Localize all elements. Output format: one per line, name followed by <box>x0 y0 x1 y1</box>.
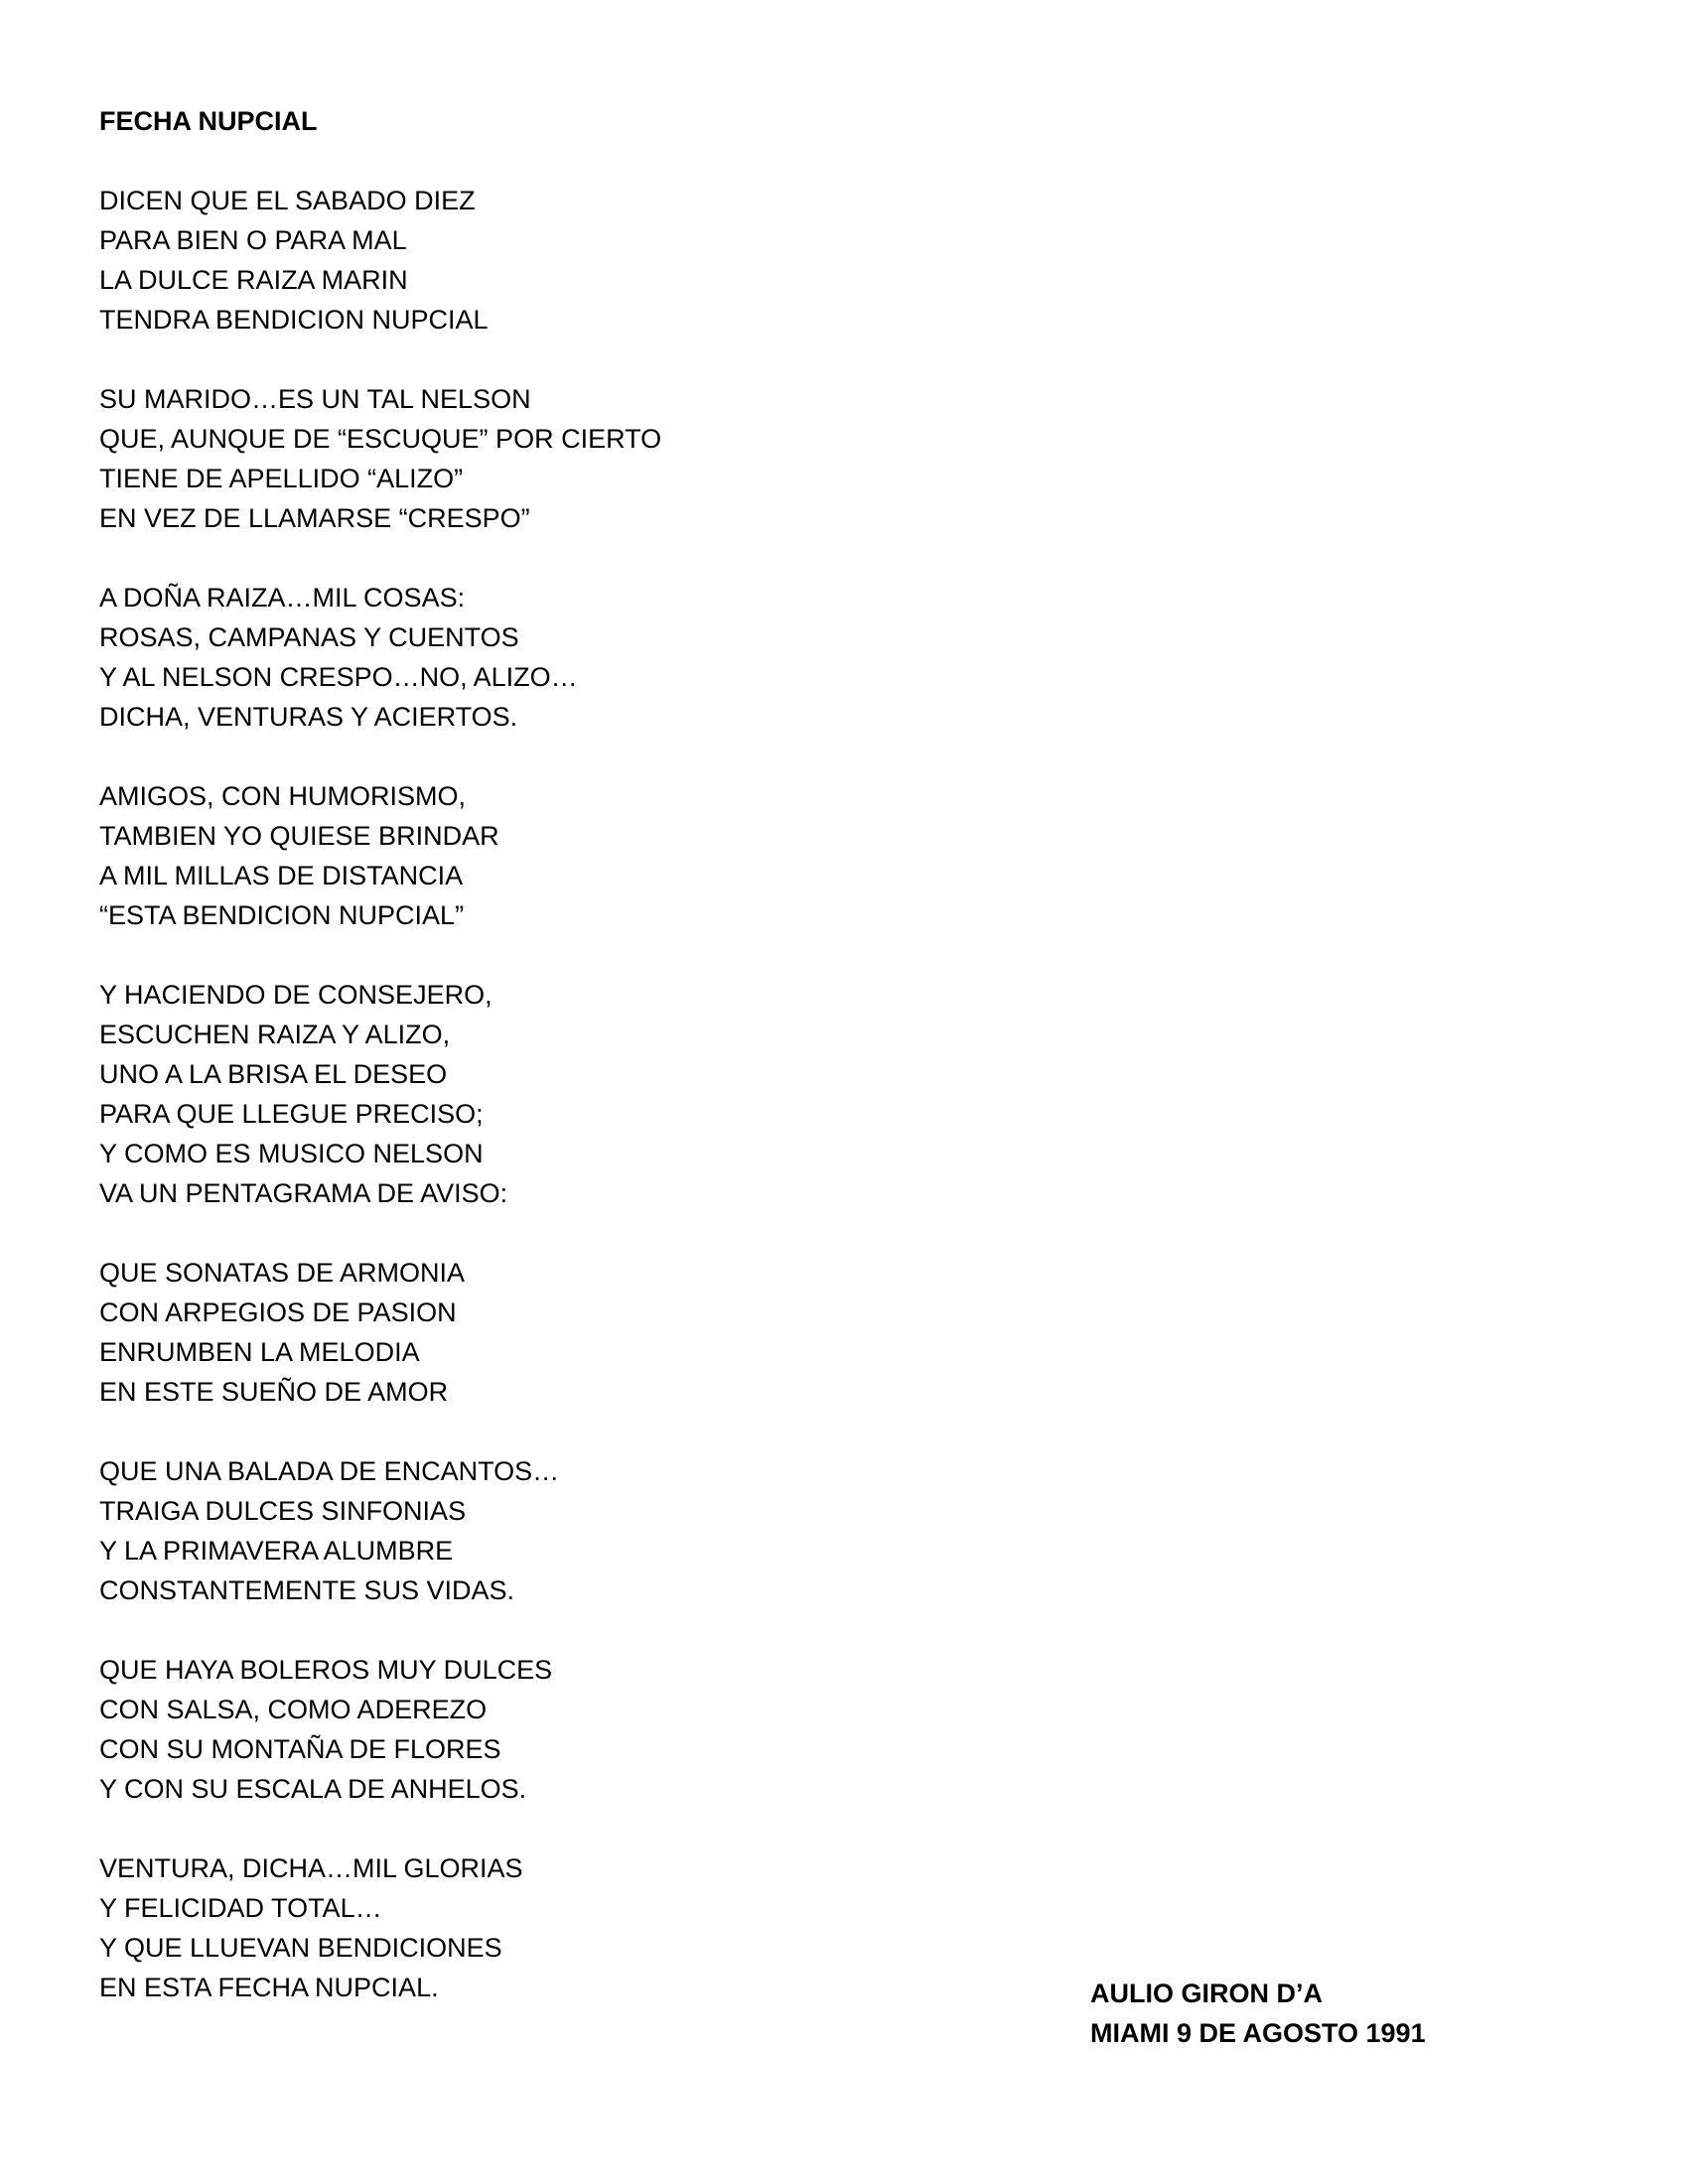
poem-stanza <box>99 776 993 935</box>
poem-line: Y COMO ES MUSICO NELSON <box>99 1139 484 1168</box>
poem-body <box>99 181 993 2047</box>
poem-line: EN ESTE SUEÑO DE AMOR <box>99 1377 449 1407</box>
poem-line: QUE UNA BALADA DE ENCANTOS… <box>99 1456 560 1486</box>
poem-stanza <box>99 1848 993 2007</box>
poem-line: Y LA PRIMAVERA ALUMBRE <box>99 1536 454 1566</box>
poem-line: VA UN PENTAGRAMA DE AVISO: <box>99 1178 508 1208</box>
poem-line: DICHA, VENTURAS Y ACIERTOS. <box>99 702 518 732</box>
poem-line: EN ESTA FECHA NUPCIAL. <box>99 1973 439 2002</box>
poem-stanza <box>99 181 993 340</box>
signature-block <box>1090 1974 1426 2053</box>
poem-line: A MIL MILLAS DE DISTANCIA <box>99 861 464 890</box>
poem-line: Y HACIENDO DE CONSEJERO, <box>99 980 492 1010</box>
poem-line: QUE HAYA BOLEROS MUY DULCES <box>99 1655 553 1685</box>
poem-line: PARA BIEN O PARA MAL <box>99 225 407 255</box>
signature-author: AULIO GIRON D’A <box>1090 1979 1323 2008</box>
poem-stanza <box>99 578 993 737</box>
poem-line: CONSTANTEMENTE SUS VIDAS. <box>99 1575 515 1605</box>
poem-line: CON SALSA, COMO ADEREZO <box>99 1695 488 1724</box>
poem-line: TAMBIEN YO QUIESE BRINDAR <box>99 821 499 851</box>
poem-stanza <box>99 1650 993 1809</box>
signature-place-date: MIAMI 9 DE AGOSTO 1991 <box>1090 2018 1426 2048</box>
poem-line: SU MARIDO…ES UN TAL NELSON <box>99 384 531 414</box>
poem-line: CON ARPEGIOS DE PASION <box>99 1297 457 1327</box>
poem-line: UNO A LA BRISA EL DESEO <box>99 1059 448 1089</box>
poem-stanza <box>99 379 993 538</box>
poem-stanza <box>99 975 993 1213</box>
poem-line: CON SU MONTAÑA DE FLORES <box>99 1734 501 1764</box>
poem-title: FECHA NUPCIAL <box>99 106 318 136</box>
poem-line: LA DULCE RAIZA MARIN <box>99 265 408 295</box>
poem-line: TENDRA BENDICION NUPCIAL <box>99 305 489 335</box>
poem-line: Y AL NELSON CRESPO…NO, ALIZO… <box>99 662 578 692</box>
poem-line: QUE SONATAS DE ARMONIA <box>99 1258 466 1288</box>
poem-stanza <box>99 1253 993 1412</box>
poem-line: TIENE DE APELLIDO “ALIZO” <box>99 464 464 493</box>
poem-line: “ESTA BENDICION NUPCIAL” <box>99 900 465 930</box>
poem-line: ESCUCHEN RAIZA Y ALIZO, <box>99 1020 451 1049</box>
poem-line: QUE, AUNQUE DE “ESCUQUE” POR CIERTO <box>99 424 662 454</box>
poem-line: A DOÑA RAIZA…MIL COSAS: <box>99 583 466 613</box>
poem-line: TRAIGA DULCES SINFONIAS <box>99 1496 467 1526</box>
poem-line: Y QUE LLUEVAN BENDICIONES <box>99 1933 502 1963</box>
poem-line: DICEN QUE EL SABADO DIEZ <box>99 186 476 215</box>
poem-line: Y CON SU ESCALA DE ANHELOS. <box>99 1774 527 1804</box>
poem-line: AMIGOS, CON HUMORISMO, <box>99 781 467 811</box>
poem-line: ENRUMBEN LA MELODIA <box>99 1337 420 1367</box>
poem-line: ROSAS, CAMPANAS Y CUENTOS <box>99 622 519 652</box>
poem-line: PARA QUE LLEGUE PRECISO; <box>99 1099 484 1129</box>
poem-stanza <box>99 1451 993 1610</box>
poem-line: VENTURA, DICHA…MIL GLORIAS <box>99 1853 523 1883</box>
poem-line: EN VEZ DE LLAMARSE “CRESPO” <box>99 503 530 533</box>
poem-line: Y FELICIDAD TOTAL… <box>99 1893 382 1923</box>
